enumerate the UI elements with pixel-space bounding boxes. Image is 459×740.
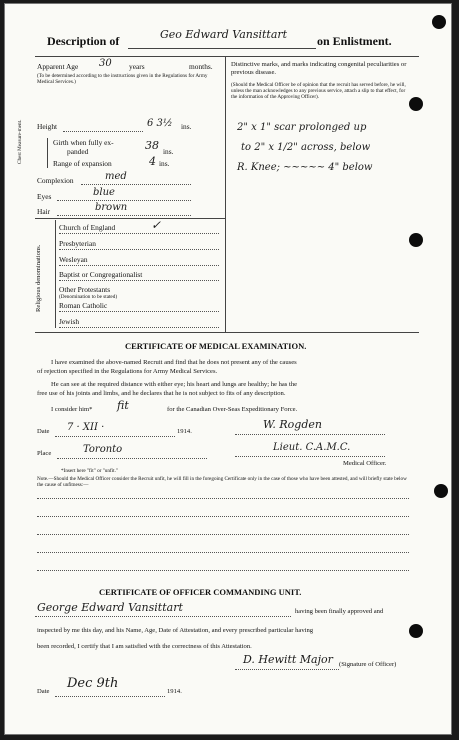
commanding-name-dots <box>35 616 291 617</box>
religion-dots-6 <box>59 327 219 328</box>
months-label: months. <box>189 62 213 71</box>
age-note: (To be determined according to the instructions given in the Regulations for Army Medical Services.) <box>37 73 208 85</box>
religion-other-note: (Denomination to be stated) <box>59 294 118 300</box>
girth-value: 38 <box>145 139 159 152</box>
religion-item-baptist: Baptist or Congregationalist <box>59 270 143 279</box>
religion-dots-5 <box>59 311 219 312</box>
commanding-date-dots <box>55 696 165 697</box>
commanding-date-value: Dec 9th <box>67 676 119 691</box>
punch-hole-1 <box>432 15 446 29</box>
commanding-name: George Edward Vansittart <box>37 601 183 614</box>
hair-value: brown <box>95 202 128 213</box>
place-label: Place <box>37 450 52 457</box>
medical-para1-line1: I have examined the above-named Recruit and find that he does not present any of the causes <box>51 359 297 366</box>
insert-note: *Insert here "fit" or "unfit." <box>61 468 119 474</box>
complexion-value: med <box>105 171 127 182</box>
medical-officer-label: Medical Officer. <box>343 460 387 467</box>
medical-para1-line2: of rejection specified in the Regulations for Army Medical Services. <box>37 368 218 375</box>
place-dots <box>57 458 207 459</box>
religion-dots-1 <box>59 233 219 234</box>
medical-date-dots <box>55 436 175 437</box>
medical-year: 1914. <box>177 428 192 435</box>
range-label: Range of expansion <box>53 159 112 168</box>
age-value: 30 <box>99 58 112 69</box>
medical-rank-dots <box>235 456 385 457</box>
punch-hole-5 <box>409 624 423 638</box>
consider-label: I consider him* <box>51 406 93 413</box>
eyes-label: Eyes <box>37 192 52 201</box>
girth-label-2: panded <box>67 147 89 156</box>
unfit-line-3 <box>37 534 409 535</box>
place-value: Toronto <box>83 444 123 455</box>
commanding-signature-label: (Signature of Officer) <box>339 661 397 668</box>
medical-signature: W. Rogden <box>263 418 322 431</box>
religion-checkmark: ✓ <box>151 218 162 232</box>
distinctive-note: (Should the Medical Officer be of opinion that the recruit has served before, he will, unless the man acknowledges to any previous service, attach a slip to that effect, for the information of the Approving Officer). <box>231 82 406 100</box>
medical-title: CERTIFICATE OF MEDICAL EXAMINATION. <box>125 341 307 351</box>
religion-item-roman-catholic: Roman Catholic <box>59 301 108 310</box>
distinctive-line-3: R. Knee; ~~~~~ 4" below <box>237 162 373 173</box>
commanding-date-label: Date <box>37 688 50 695</box>
medical-para2-line1: He can see at the required distance with either eye; his heart and lungs are healthy; he has the <box>51 381 298 388</box>
range-unit: ins. <box>159 159 170 168</box>
unfit-line-1 <box>37 498 409 499</box>
center-divider <box>225 56 226 332</box>
title-prefix: Description of <box>47 34 120 48</box>
medical-signature-dots <box>235 434 385 435</box>
girth-unit: ins. <box>163 147 174 156</box>
religion-side-label: Religious denominations. <box>35 244 42 312</box>
consider-suffix: for the Canadian Over-Seas Expeditionary Force. <box>167 406 298 413</box>
unfit-line-2 <box>37 516 409 517</box>
title-suffix: on Enlistment. <box>317 34 392 48</box>
girth-label-1: Girth when fully ex- <box>53 138 114 147</box>
eyes-dots <box>57 200 191 201</box>
religion-item-wesleyan: Wesleyan <box>59 255 88 264</box>
height-unit: ins. <box>181 122 192 131</box>
commanding-year: 1914. <box>167 688 182 695</box>
form-bottom-rule <box>35 332 419 333</box>
complexion-label: Complexion <box>37 176 74 185</box>
religion-item-church-of-england: Church of England <box>59 223 116 232</box>
punch-hole-4 <box>434 484 448 498</box>
chest-side-label: Chest Measure-ment. <box>17 119 23 164</box>
religion-dots-3 <box>59 265 219 266</box>
medical-date-label: Date <box>37 428 50 435</box>
years-label: years <box>129 62 145 71</box>
range-value: 4 <box>149 155 156 168</box>
distinctive-line-1: 2" x 1" scar prolonged up <box>237 122 367 133</box>
consider-value: fit <box>117 399 129 412</box>
commanding-signature: D. Hewitt Major <box>243 653 333 666</box>
commanding-line1-suffix: having been finally approved and <box>295 608 384 615</box>
commanding-title: CERTIFICATE OF OFFICER COMMANDING UNIT. <box>99 587 302 597</box>
medical-rank: Lieut. C.A.M.C. <box>273 442 351 453</box>
religion-item-jewish: Jewish <box>59 317 80 326</box>
height-dots <box>63 131 143 132</box>
medical-footnote: Note.—Should the Medical Officer consider the Recruit unfit, he will fill in the foregoing Certificate only in the case of those who have been attested, and will briefly state below the cause of unfitness:— <box>37 476 407 488</box>
form-top-rule <box>35 56 419 57</box>
commanding-signature-dots <box>235 669 339 670</box>
punch-hole-3 <box>409 233 423 247</box>
religion-item-other: Other Protestants <box>59 285 111 294</box>
age-label: Apparent Age <box>37 62 79 71</box>
medical-date-value: 7 · XII · <box>67 422 105 433</box>
recruit-name-handwritten: Geo Edward Vansittart <box>160 28 288 41</box>
punch-hole-2 <box>409 97 423 111</box>
religion-top-rule <box>35 218 225 219</box>
hair-label: Hair <box>37 207 51 216</box>
religion-dots-4 <box>59 280 219 281</box>
hair-dots <box>57 215 191 216</box>
commanding-line2: inspected by me this day, and his Name, Age, Date of Attestation, and every prescribed particular having <box>37 627 314 634</box>
distinctive-title: Distinctive marks, and marks indicating congenital peculiarities or previous disease. <box>231 61 407 76</box>
distinctive-line-2: to 2" x 1/2" across, below <box>241 142 371 153</box>
religion-item-presbyterian: Presbyterian <box>59 239 96 248</box>
unfit-line-5 <box>37 570 409 571</box>
religion-bracket <box>55 220 56 328</box>
name-line <box>128 48 316 49</box>
commanding-line3: been recorded, I certify that I am satisfied with the correctness of this Attestation. <box>37 643 252 650</box>
medical-para2-line2: free use of his joints and limbs, and he declares that he is not subject to fits of any description. <box>37 390 286 397</box>
religion-dots-2 <box>59 249 219 250</box>
height-label: Height <box>37 122 58 131</box>
height-value: 6 3½ <box>147 118 173 129</box>
unfit-line-4 <box>37 552 409 553</box>
eyes-value: blue <box>93 187 115 198</box>
chest-bracket <box>47 138 48 168</box>
attestation-sheet <box>4 3 452 735</box>
complexion-dots <box>81 184 191 185</box>
